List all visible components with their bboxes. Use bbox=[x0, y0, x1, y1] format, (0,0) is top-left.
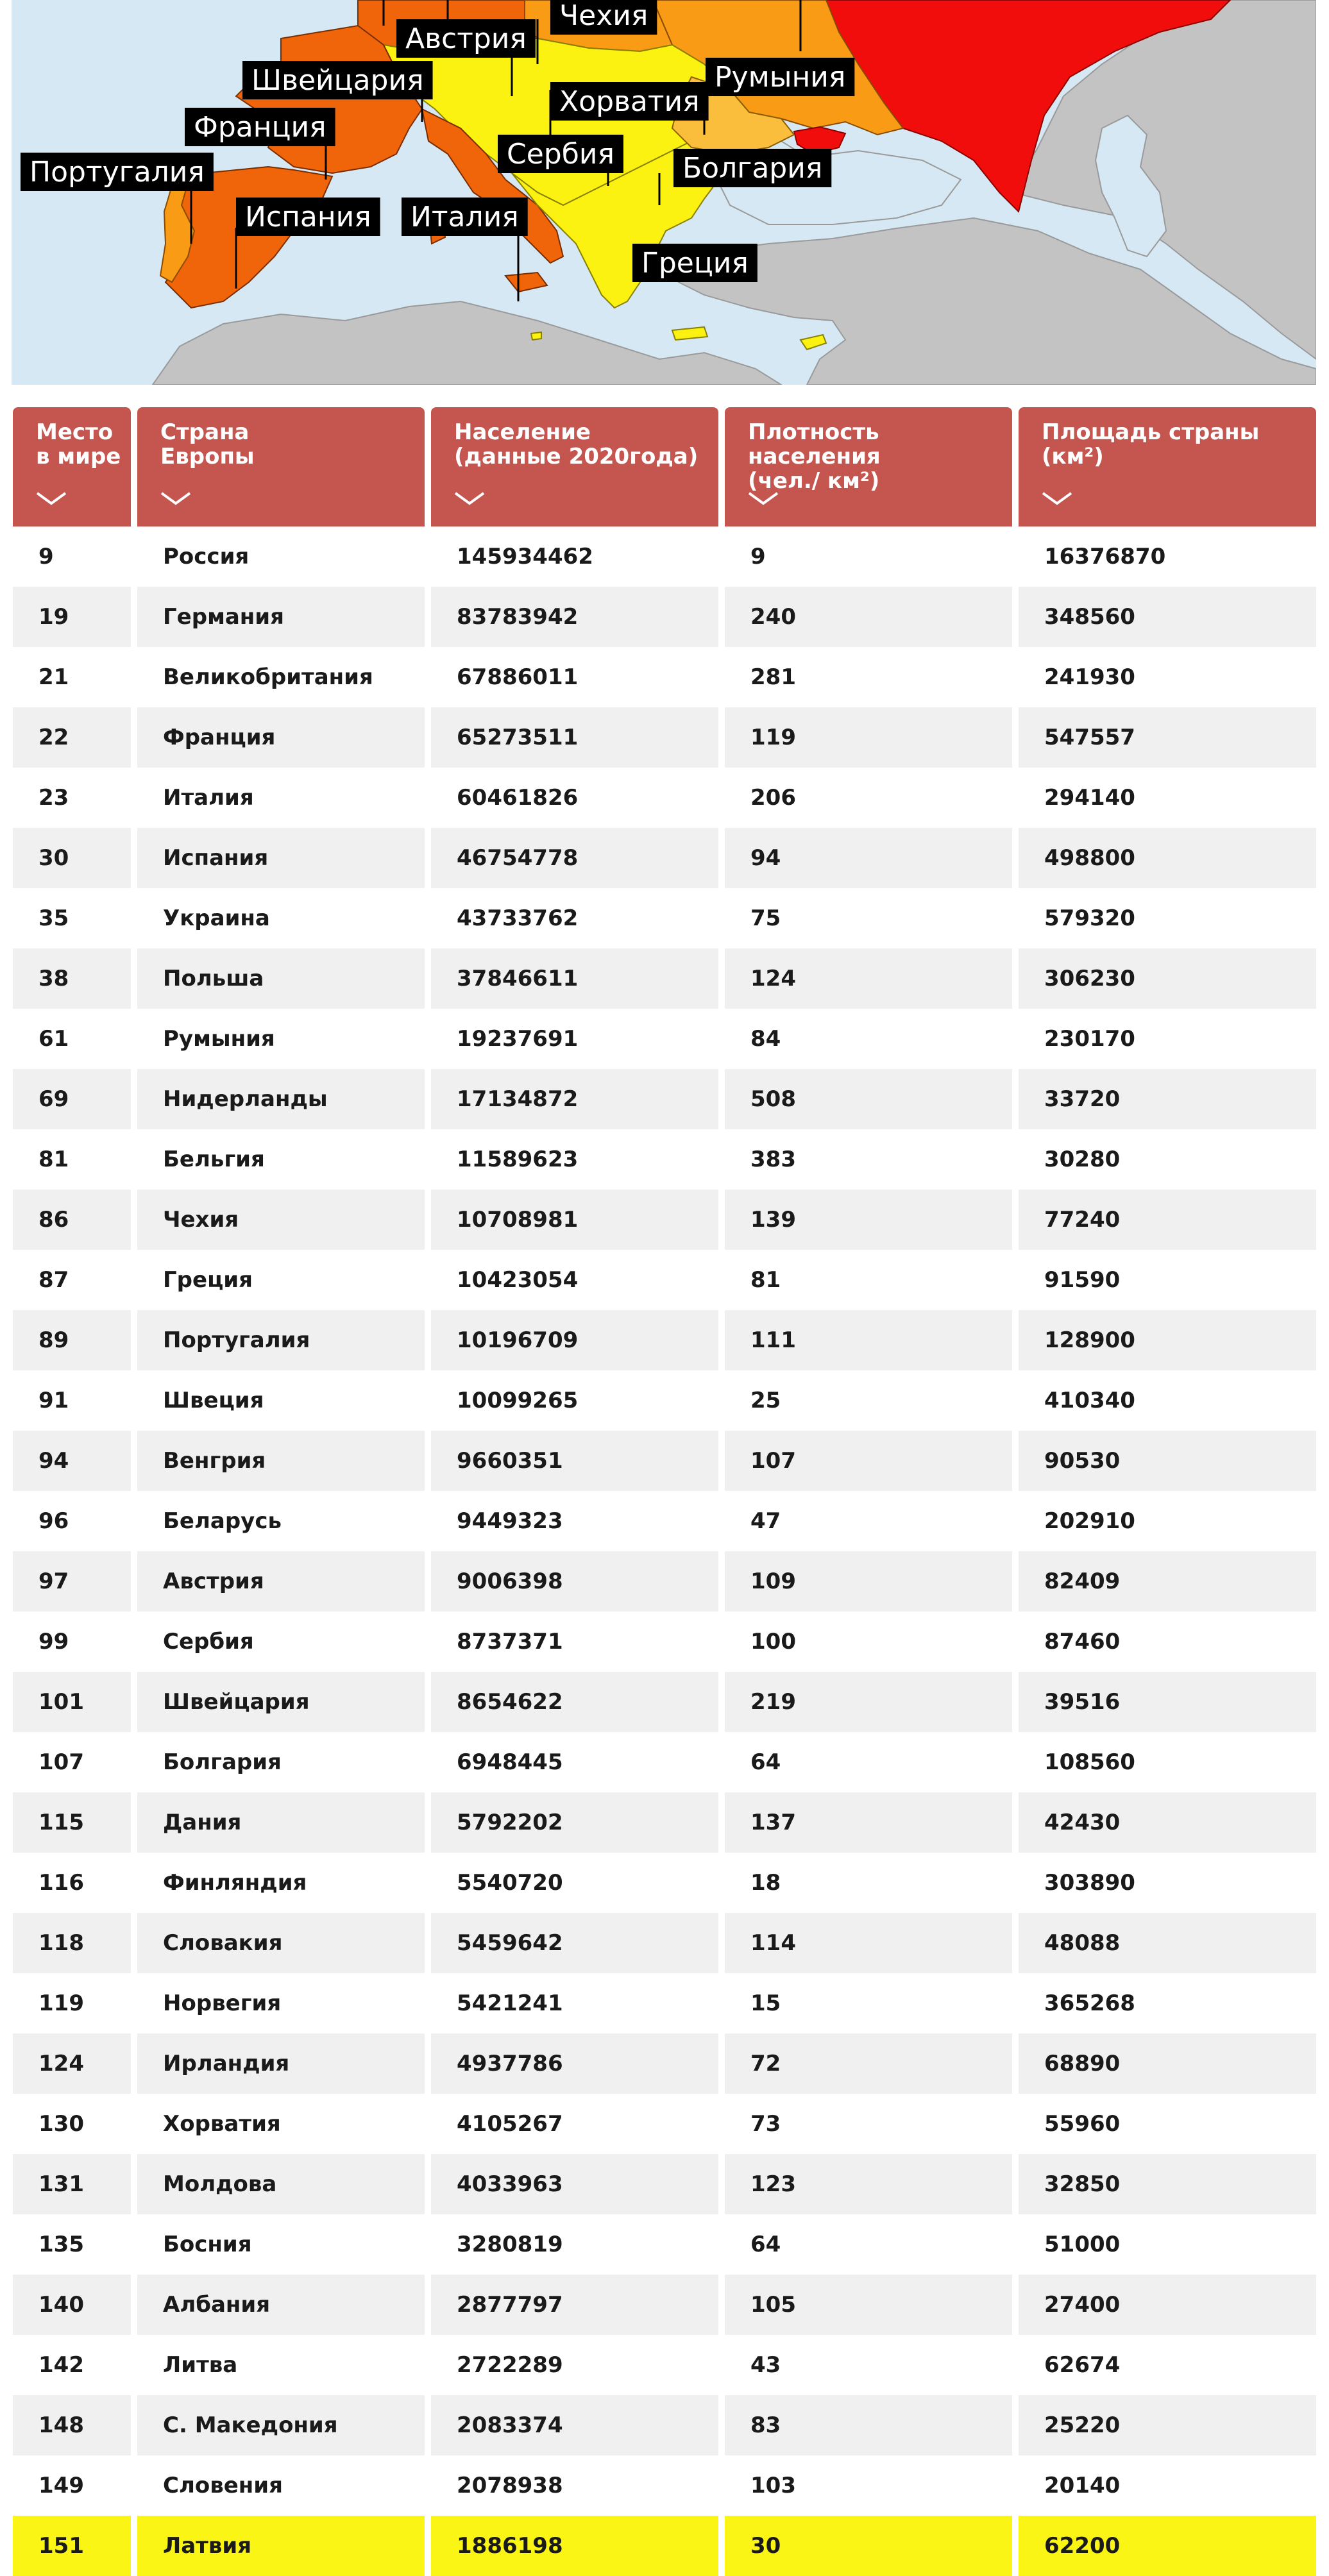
cell-density: 383 bbox=[725, 1129, 1012, 1190]
column-header-area[interactable] bbox=[1019, 407, 1316, 526]
cell-area: 16376870 bbox=[1019, 526, 1316, 587]
chevron-down-icon[interactable] bbox=[159, 489, 192, 507]
table-row bbox=[13, 2094, 1316, 2154]
cell-area: 51000 bbox=[1019, 2214, 1316, 2275]
cell-rank: 19 bbox=[13, 587, 131, 647]
table-row bbox=[13, 526, 1316, 587]
cell-rank: 124 bbox=[13, 2033, 131, 2094]
map-label-text: Румыния bbox=[715, 61, 846, 94]
cell-population: 60461826 bbox=[431, 768, 718, 828]
cell-area: 365268 bbox=[1019, 1973, 1316, 2033]
cell-density: 139 bbox=[725, 1190, 1012, 1250]
cell-population: 5792202 bbox=[431, 1792, 718, 1853]
cell-rank: 142 bbox=[13, 2335, 131, 2395]
cell-rank: 116 bbox=[13, 1853, 131, 1913]
cell-rank: 81 bbox=[13, 1129, 131, 1190]
table-row bbox=[13, 2275, 1316, 2335]
cell-rank: 23 bbox=[13, 768, 131, 828]
table-row bbox=[13, 1250, 1316, 1310]
cell-country: Финляндия bbox=[137, 1853, 425, 1913]
table-row bbox=[13, 768, 1316, 828]
cell-country: Австрия bbox=[137, 1551, 425, 1612]
cell-area: 30280 bbox=[1019, 1129, 1316, 1190]
cell-rank: 89 bbox=[13, 1310, 131, 1370]
cell-rank: 135 bbox=[13, 2214, 131, 2275]
chevron-down-icon[interactable] bbox=[453, 489, 486, 507]
cell-population: 10423054 bbox=[431, 1250, 718, 1310]
cell-area: 230170 bbox=[1019, 1009, 1316, 1069]
cell-area: 48088 bbox=[1019, 1913, 1316, 1973]
cell-country: Литва bbox=[137, 2335, 425, 2395]
table-row bbox=[13, 1370, 1316, 1431]
cell-country: Хорватия bbox=[137, 2094, 425, 2154]
cell-rank: 86 bbox=[13, 1190, 131, 1250]
map-label-romania bbox=[706, 58, 854, 96]
cell-rank: 131 bbox=[13, 2154, 131, 2214]
table-row bbox=[13, 948, 1316, 1009]
cell-population: 2078938 bbox=[431, 2455, 718, 2516]
map-label-switzerland bbox=[242, 61, 433, 99]
cell-density: 137 bbox=[725, 1792, 1012, 1853]
cell-rank: 140 bbox=[13, 2275, 131, 2335]
cell-rank: 118 bbox=[13, 1913, 131, 1973]
cell-area: 20140 bbox=[1019, 2455, 1316, 2516]
cell-density: 18 bbox=[725, 1853, 1012, 1913]
cell-country: С. Македония bbox=[137, 2395, 425, 2455]
cell-country: Испания bbox=[137, 828, 425, 888]
cell-country: Румыния bbox=[137, 1009, 425, 1069]
cell-area: 410340 bbox=[1019, 1370, 1316, 1431]
cell-population: 2083374 bbox=[431, 2395, 718, 2455]
map-label-croatia bbox=[550, 82, 709, 121]
cell-area: 42430 bbox=[1019, 1792, 1316, 1853]
table-row bbox=[13, 1310, 1316, 1370]
cell-density: 124 bbox=[725, 948, 1012, 1009]
cell-population: 9449323 bbox=[431, 1491, 718, 1551]
cell-population: 5421241 bbox=[431, 1973, 718, 2033]
cell-population: 43733762 bbox=[431, 888, 718, 948]
cell-country: Сербия bbox=[137, 1612, 425, 1672]
table-header-row bbox=[13, 407, 1316, 526]
table-row bbox=[13, 828, 1316, 888]
table-row bbox=[13, 2455, 1316, 2516]
cell-density: 84 bbox=[725, 1009, 1012, 1069]
cell-country: Ирландия bbox=[137, 2033, 425, 2094]
table-row bbox=[13, 1792, 1316, 1853]
chevron-down-icon[interactable] bbox=[1040, 489, 1074, 507]
cell-rank: 99 bbox=[13, 1612, 131, 1672]
table-row bbox=[13, 1431, 1316, 1491]
cell-area: 241930 bbox=[1019, 647, 1316, 707]
cell-rank: 9 bbox=[13, 526, 131, 587]
cell-country: Греция bbox=[137, 1250, 425, 1310]
cell-country: Норвегия bbox=[137, 1973, 425, 2033]
cell-population: 37846611 bbox=[431, 948, 718, 1009]
cell-area: 128900 bbox=[1019, 1310, 1316, 1370]
cell-rank: 87 bbox=[13, 1250, 131, 1310]
cell-area: 498800 bbox=[1019, 828, 1316, 888]
cell-rank: 91 bbox=[13, 1370, 131, 1431]
map-label-text: Австрия bbox=[405, 22, 527, 55]
cell-area: 294140 bbox=[1019, 768, 1316, 828]
cell-country: Германия bbox=[137, 587, 425, 647]
cell-country: Швейцария bbox=[137, 1672, 425, 1732]
column-header-line2: (чел./ км²) bbox=[748, 468, 880, 494]
cell-country: Франция bbox=[137, 707, 425, 768]
cell-rank: 22 bbox=[13, 707, 131, 768]
table-row bbox=[13, 1853, 1316, 1913]
column-header-line1: Плотность населения bbox=[748, 419, 881, 469]
cell-density: 30 bbox=[725, 2516, 1012, 2576]
cell-density: 114 bbox=[725, 1913, 1012, 1973]
table-row bbox=[13, 1612, 1316, 1672]
cell-density: 25 bbox=[725, 1370, 1012, 1431]
map-label-text: Греция bbox=[641, 247, 749, 280]
cell-density: 72 bbox=[725, 2033, 1012, 2094]
cell-rank: 151 bbox=[13, 2516, 131, 2576]
cell-population: 5459642 bbox=[431, 1913, 718, 1973]
cell-area: 91590 bbox=[1019, 1250, 1316, 1310]
cell-area: 27400 bbox=[1019, 2275, 1316, 2335]
map-label-text: Португалия bbox=[30, 156, 205, 189]
cell-country: Латвия bbox=[137, 2516, 425, 2576]
cell-population: 2877797 bbox=[431, 2275, 718, 2335]
map-label-text: Италия bbox=[411, 201, 519, 233]
table-row bbox=[13, 1672, 1316, 1732]
population-table bbox=[13, 407, 1316, 2576]
cell-country: Дания bbox=[137, 1792, 425, 1853]
column-header-line1: Население bbox=[454, 419, 591, 445]
map-label-text: Хорватия bbox=[559, 85, 700, 118]
cell-population: 4033963 bbox=[431, 2154, 718, 2214]
cell-area: 39516 bbox=[1019, 1672, 1316, 1732]
cell-density: 100 bbox=[725, 1612, 1012, 1672]
cell-country: Молдова bbox=[137, 2154, 425, 2214]
cell-population: 8654622 bbox=[431, 1672, 718, 1732]
cell-density: 9 bbox=[725, 526, 1012, 587]
cell-area: 202910 bbox=[1019, 1491, 1316, 1551]
region-malta bbox=[531, 332, 541, 340]
cell-population: 11589623 bbox=[431, 1129, 718, 1190]
table-row bbox=[13, 1491, 1316, 1551]
cell-population: 5540720 bbox=[431, 1853, 718, 1913]
cell-density: 508 bbox=[725, 1069, 1012, 1129]
map-label-text: Болгария bbox=[682, 152, 823, 185]
cell-density: 73 bbox=[725, 2094, 1012, 2154]
cell-density: 219 bbox=[725, 1672, 1012, 1732]
cell-population: 65273511 bbox=[431, 707, 718, 768]
map-label-bulgaria bbox=[673, 149, 831, 187]
map-label-text: Франция bbox=[194, 111, 326, 144]
table-row bbox=[13, 2395, 1316, 2455]
column-header-line2: (км²) bbox=[1042, 444, 1104, 469]
cell-density: 109 bbox=[725, 1551, 1012, 1612]
europe-population-map bbox=[12, 0, 1316, 385]
chevron-down-icon[interactable] bbox=[35, 489, 68, 507]
table-row bbox=[13, 2516, 1316, 2576]
cell-density: 105 bbox=[725, 2275, 1012, 2335]
cell-population: 9660351 bbox=[431, 1431, 718, 1491]
column-header-population[interactable] bbox=[431, 407, 718, 526]
column-header-line2: в мире bbox=[36, 444, 121, 469]
table-row bbox=[13, 888, 1316, 948]
cell-density: 240 bbox=[725, 587, 1012, 647]
cell-country: Великобритания bbox=[137, 647, 425, 707]
cell-density: 81 bbox=[725, 1250, 1012, 1310]
cell-density: 123 bbox=[725, 2154, 1012, 2214]
cell-density: 206 bbox=[725, 768, 1012, 828]
cell-rank: 149 bbox=[13, 2455, 131, 2516]
cell-area: 579320 bbox=[1019, 888, 1316, 948]
cell-density: 107 bbox=[725, 1431, 1012, 1491]
cell-rank: 148 bbox=[13, 2395, 131, 2455]
cell-density: 75 bbox=[725, 888, 1012, 948]
cell-population: 10708981 bbox=[431, 1190, 718, 1250]
table-row bbox=[13, 2154, 1316, 2214]
column-header-line2: Европы bbox=[160, 444, 255, 469]
cell-population: 17134872 bbox=[431, 1069, 718, 1129]
cell-density: 15 bbox=[725, 1973, 1012, 2033]
cell-population: 145934462 bbox=[431, 526, 718, 587]
cell-population: 4937786 bbox=[431, 2033, 718, 2094]
cell-area: 55960 bbox=[1019, 2094, 1316, 2154]
column-header-line2: (данные 2020года) bbox=[454, 444, 698, 469]
table-row bbox=[13, 1973, 1316, 2033]
cell-country: Беларусь bbox=[137, 1491, 425, 1551]
cell-population: 2722289 bbox=[431, 2335, 718, 2395]
table-row bbox=[13, 2335, 1316, 2395]
table-row bbox=[13, 1009, 1316, 1069]
cell-rank: 115 bbox=[13, 1792, 131, 1853]
cell-rank: 21 bbox=[13, 647, 131, 707]
cell-country: Венгрия bbox=[137, 1431, 425, 1491]
cell-rank: 96 bbox=[13, 1491, 131, 1551]
cell-rank: 35 bbox=[13, 888, 131, 948]
map-label-italy bbox=[402, 198, 528, 236]
cell-area: 547557 bbox=[1019, 707, 1316, 768]
map-label-text: Чехия bbox=[559, 0, 648, 32]
column-header-country[interactable] bbox=[137, 407, 425, 526]
cell-density: 94 bbox=[725, 828, 1012, 888]
column-header-density[interactable] bbox=[725, 407, 1012, 526]
cell-area: 87460 bbox=[1019, 1612, 1316, 1672]
cell-population: 3280819 bbox=[431, 2214, 718, 2275]
cell-rank: 119 bbox=[13, 1973, 131, 2033]
cell-country: Польша bbox=[137, 948, 425, 1009]
cell-population: 6948445 bbox=[431, 1732, 718, 1792]
table-row bbox=[13, 587, 1316, 647]
table-row bbox=[13, 707, 1316, 768]
cell-area: 90530 bbox=[1019, 1431, 1316, 1491]
cell-density: 119 bbox=[725, 707, 1012, 768]
cell-rank: 30 bbox=[13, 828, 131, 888]
map-label-france bbox=[185, 108, 335, 146]
cell-country: Босния bbox=[137, 2214, 425, 2275]
column-header-rank[interactable] bbox=[13, 407, 131, 526]
cell-population: 8737371 bbox=[431, 1612, 718, 1672]
cell-country: Словакия bbox=[137, 1913, 425, 1973]
cell-population: 9006398 bbox=[431, 1551, 718, 1612]
cell-country: Словения bbox=[137, 2455, 425, 2516]
cell-population: 19237691 bbox=[431, 1009, 718, 1069]
column-header-line1: Страна bbox=[160, 419, 250, 445]
map-label-text: Сербия bbox=[507, 138, 614, 171]
cell-density: 47 bbox=[725, 1491, 1012, 1551]
table-row bbox=[13, 1129, 1316, 1190]
cell-area: 306230 bbox=[1019, 948, 1316, 1009]
cell-rank: 69 bbox=[13, 1069, 131, 1129]
map-label-text: Испания bbox=[245, 201, 371, 233]
table-row bbox=[13, 1190, 1316, 1250]
cell-rank: 107 bbox=[13, 1732, 131, 1792]
cell-area: 33720 bbox=[1019, 1069, 1316, 1129]
cell-rank: 101 bbox=[13, 1672, 131, 1732]
table-row bbox=[13, 1069, 1316, 1129]
cell-area: 68890 bbox=[1019, 2033, 1316, 2094]
cell-area: 32850 bbox=[1019, 2154, 1316, 2214]
cell-rank: 38 bbox=[13, 948, 131, 1009]
cell-population: 46754778 bbox=[431, 828, 718, 888]
cell-rank: 97 bbox=[13, 1551, 131, 1612]
cell-population: 10196709 bbox=[431, 1310, 718, 1370]
table-row bbox=[13, 2033, 1316, 2094]
cell-rank: 130 bbox=[13, 2094, 131, 2154]
cell-population: 10099265 bbox=[431, 1370, 718, 1431]
cell-country: Португалия bbox=[137, 1310, 425, 1370]
cell-area: 348560 bbox=[1019, 587, 1316, 647]
column-header-line1: Площадь страны bbox=[1042, 419, 1260, 445]
cell-population: 4105267 bbox=[431, 2094, 718, 2154]
cell-country: Швеция bbox=[137, 1370, 425, 1431]
cell-area: 77240 bbox=[1019, 1190, 1316, 1250]
cell-country: Нидерланды bbox=[137, 1069, 425, 1129]
map-label-austria bbox=[396, 19, 536, 58]
cell-country: Италия bbox=[137, 768, 425, 828]
table-row bbox=[13, 1551, 1316, 1612]
cell-density: 281 bbox=[725, 647, 1012, 707]
cell-density: 111 bbox=[725, 1310, 1012, 1370]
cell-country: Украина bbox=[137, 888, 425, 948]
cell-country: Бельгия bbox=[137, 1129, 425, 1190]
cell-area: 303890 bbox=[1019, 1853, 1316, 1913]
cell-area: 25220 bbox=[1019, 2395, 1316, 2455]
cell-population: 67886011 bbox=[431, 647, 718, 707]
map-label-portugal bbox=[21, 153, 214, 191]
map-label-text: Швейцария bbox=[251, 64, 424, 97]
map-label-serbia bbox=[498, 135, 623, 173]
column-header-line1: Место bbox=[36, 419, 114, 445]
cell-density: 83 bbox=[725, 2395, 1012, 2455]
table-row bbox=[13, 2214, 1316, 2275]
cell-country: Болгария bbox=[137, 1732, 425, 1792]
table-row bbox=[13, 1732, 1316, 1792]
table-row bbox=[13, 1913, 1316, 1973]
table-row bbox=[13, 647, 1316, 707]
cell-density: 64 bbox=[725, 2214, 1012, 2275]
map-label-spain bbox=[236, 198, 380, 236]
cell-rank: 61 bbox=[13, 1009, 131, 1069]
cell-area: 62674 bbox=[1019, 2335, 1316, 2395]
cell-density: 43 bbox=[725, 2335, 1012, 2395]
cell-population: 83783942 bbox=[431, 587, 718, 647]
cell-country: Россия bbox=[137, 526, 425, 587]
map-label-greece bbox=[632, 244, 758, 282]
cell-area: 108560 bbox=[1019, 1732, 1316, 1792]
chevron-down-icon[interactable] bbox=[747, 489, 780, 507]
cell-population: 1886198 bbox=[431, 2516, 718, 2576]
cell-rank: 94 bbox=[13, 1431, 131, 1491]
cell-density: 64 bbox=[725, 1732, 1012, 1792]
cell-area: 82409 bbox=[1019, 1551, 1316, 1612]
map-label-czech bbox=[550, 0, 657, 35]
cell-country: Чехия bbox=[137, 1190, 425, 1250]
cell-density: 103 bbox=[725, 2455, 1012, 2516]
cell-country: Албания bbox=[137, 2275, 425, 2335]
cell-area: 62200 bbox=[1019, 2516, 1316, 2576]
